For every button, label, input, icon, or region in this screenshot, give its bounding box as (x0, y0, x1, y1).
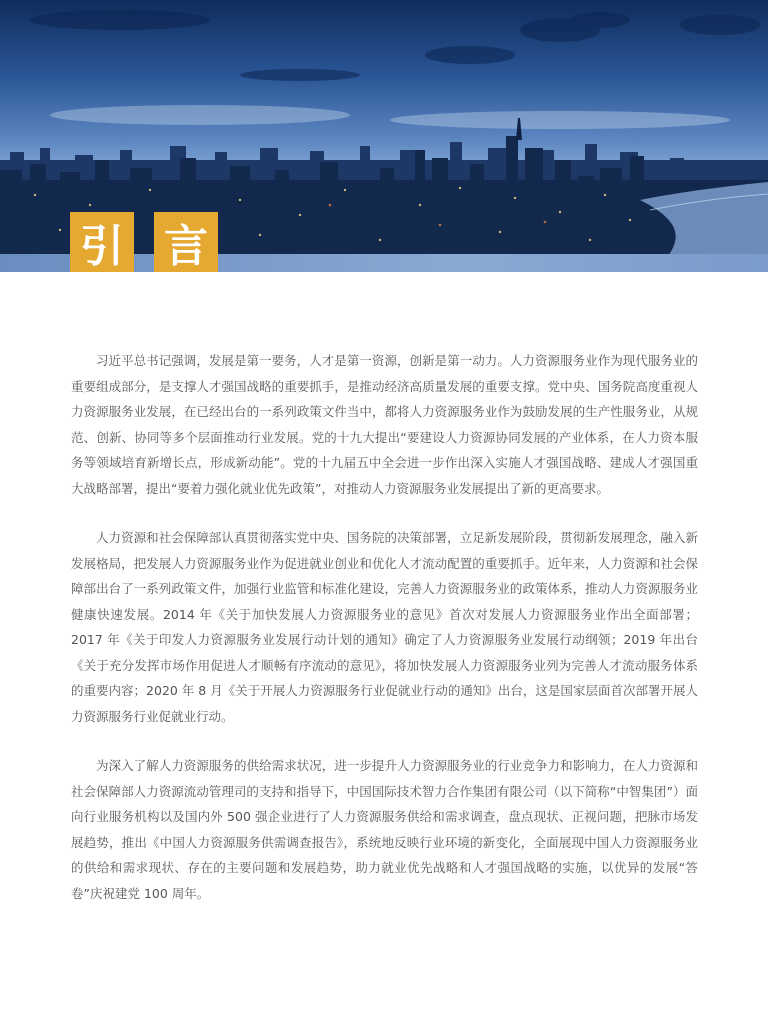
paragraph: 习近平总书记强调，发展是第一要务，人才是第一资源，创新是第一动力。人力资源服务业作为现代服务业的重要组成部分，是支撑人才强国战略的重要抓手，是推动经济高质量发展的重要支撑。党中央、国务院高度重视人力资源服务业发展，在已经出台的一系列政策文件当中，都将人力资源服务业作为鼓励发展的生产性服务业，从规范、创新、协同等多个层面推动行业发展。党的十九大提出“要建设人力资源协同发展的产业体系，在人力资本服务等领域培育新增长点，形成新动能”。党的十九届五中全会进一步作出深入实施人才强国战略、建成人才强国重大战略部署，提出“要着力强化就业优先政策”，对推动人力资源服务业发展提出了新的更高要求。 (71, 353, 698, 496)
paragraph: 为深入了解人力资源服务的供给需求状况，进一步提升人力资源服务业的行业竞争力和影响力，在人力资源和社会保障部人力资源流动管理司的支持和指导下，中国国际技术智力合作集团有限公司（以下简称“中智集团”）面向行业服务机构以及国内外 500 强企业进行了人力资源服务供给和需求调查，盘点现状、正视问题，把脉市场发展趋势，推出《中国人力资源服务供需调查报告》，系统地反映行业环境的新变化，全面展现中国人力资源服务业的供给和需求现状、存在的主要问题和发展趋势，助力就业优先战略和人才强国战略的实施，以优异的发展“答卷”庆祝建党 100 周年。 (71, 758, 698, 901)
title-char-box: 言 (154, 212, 218, 272)
paragraph: 人力资源和社会保障部认真贯彻落实党中央、国务院的决策部署，立足新发展阶段，贯彻新发展理念，融入新发展格局，把发展人力资源服务业作为促进就业创业和优化人才流动配置的重要抓手。近年来，人力资源和社会保障部出台了一系列政策文件，加强行业监管和标准化建设，完善人力资源服务业的政策体系，推动人力资源服务业健康快速发展。2014 年《关于加快发展人力资源服务业的意见》首次对发展人力资源服务业作出全面部署；2017 年《关于印发人力资源服务业发展行动计划的通知》确定了人力资源服务业发展行动纲领；2019 年出台《关于充分发挥市场作用促进人才顺畅有序流动的意见》，将加快发展人力资源服务业列为完善人才流动服务体系的重要内容；2020 年 8 月《关于开展人力资源服务行业促就业行动的通知》出台，这是国家层面首次部署开展人力资源服务行业促就业行动。 (71, 530, 698, 724)
body-text (71, 348, 698, 930)
title-char-box: 引 (70, 212, 134, 272)
